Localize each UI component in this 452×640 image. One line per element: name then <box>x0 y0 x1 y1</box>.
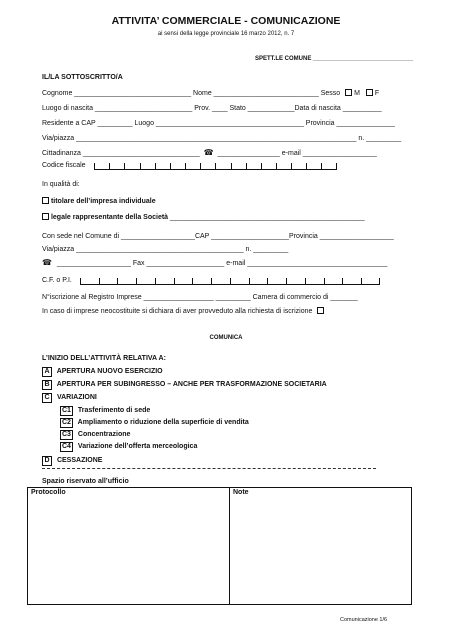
sex-m-checkbox[interactable] <box>345 89 352 96</box>
option-c4-label: Variazione dell’offerta merceologica <box>77 443 198 450</box>
notes-label: Note <box>233 489 249 496</box>
seat-row[interactable]: Con sede nel Comune di ___________________CAP ____________________Provincia ___________________ <box>42 233 394 240</box>
option-c1-code[interactable]: C1 <box>62 407 71 414</box>
option-c4[interactable] <box>60 442 197 452</box>
street-row[interactable]: Via/piazza ________________________________________________________________________ n. _________ <box>42 135 402 142</box>
option-c3-label: Concentrazione <box>77 431 131 438</box>
name-row-text: Cognome ______________________________ Nome ___________________________ Sesso <box>42 90 341 97</box>
option-b-label: APERTURA PER SUBINGRESSO – ANCHE PER TRASFORMAZIONE SOCIETARIA <box>56 381 327 388</box>
option-c3-code[interactable]: C3 <box>62 431 71 438</box>
vat-label: C.F. o P.I. <box>42 277 72 284</box>
residence-row[interactable]: Residente a CAP _________ Luogo ______________________________________ Provincia _______________ <box>42 120 395 127</box>
phone-icon: ☎ <box>42 258 52 267</box>
new-company-row[interactable] <box>42 307 324 316</box>
individual-checkbox[interactable] <box>42 197 49 204</box>
company-phone-row[interactable] <box>42 258 387 268</box>
option-c2-label: Ampliamento o riduzione della superficie di vendita <box>77 419 249 426</box>
sex-f-label: F <box>374 90 380 97</box>
phone-email-text: ________________ e-mail ___________________ <box>217 150 377 157</box>
individual-label: titolare dell’impresa individuale <box>50 198 156 205</box>
notes-cell <box>230 488 412 605</box>
registry-row[interactable]: N°iscrizione al Registro Imprese __________________ _________ Camera di commercio di _______ <box>42 294 358 301</box>
phone-icon: ☎ <box>203 148 214 157</box>
citizenship-text: Cittadinanza ______________________________ <box>42 150 200 157</box>
option-c2-code[interactable]: C2 <box>62 419 71 426</box>
company-phone-text: ___________________ Fax ____________________ e-mail ____________________________________ <box>56 260 388 267</box>
communication-heading: COMUNICA <box>209 335 243 341</box>
company-street-row[interactable]: Via/piazza ___________________________________________ n. _________ <box>42 246 289 253</box>
contact-row[interactable] <box>42 148 377 158</box>
new-company-checkbox[interactable] <box>317 307 324 314</box>
fiscal-code-row[interactable] <box>42 160 337 170</box>
vat-row[interactable] <box>42 275 380 285</box>
fiscal-code-label: Codice fiscale <box>42 162 86 169</box>
option-c-label: VARIAZIONI <box>56 394 97 401</box>
option-c2[interactable] <box>60 418 249 428</box>
capacity-label: In qualità di: <box>42 181 80 188</box>
protocol-cell <box>28 488 230 605</box>
recipient-line[interactable]: SPETT.LE COMUNE ______________________________ <box>255 56 414 62</box>
communication-intro: L’INIZIO DELL’ATTIVITÀ RELATIVA A: <box>42 355 166 362</box>
option-b-code[interactable]: B <box>42 380 52 390</box>
option-d-code[interactable]: D <box>42 456 52 466</box>
option-a-label: APERTURA NUOVO ESERCIZIO <box>56 368 163 375</box>
vat-boxes[interactable] <box>80 275 380 285</box>
option-d[interactable] <box>42 456 102 466</box>
section-divider <box>42 468 376 469</box>
option-c4-code[interactable]: C4 <box>62 443 71 450</box>
new-company-text: In caso di imprese neocostituite si dichiara di aver provveduto alla richiesta di iscrizione <box>42 308 313 315</box>
document-title: ATTIVITA’ COMMERCIALE - COMUNICAZIONE <box>111 15 341 27</box>
legal-line: __________________________________________________ <box>170 214 365 221</box>
birth-row[interactable]: Luogo di nascita _________________________ Prov. ____ Stato ____________Data di nascita __________ <box>42 105 382 112</box>
option-b[interactable] <box>42 380 327 390</box>
legal-checkbox[interactable] <box>42 213 49 220</box>
office-heading: Spazio riservato all’ufficio <box>42 478 129 485</box>
option-c1-label: Trasferimento di sede <box>77 407 151 414</box>
document-subtitle: ai sensi della legge provinciale 16 marzo 2012, n. 7 <box>157 31 295 37</box>
option-d-label: CESSAZIONE <box>56 457 103 464</box>
option-c-code[interactable]: C <box>42 393 52 403</box>
sex-m-label: M <box>354 90 360 97</box>
name-row[interactable] <box>42 89 379 98</box>
protocol-label: Protocollo <box>31 489 66 496</box>
fiscal-code-boxes[interactable] <box>94 160 337 170</box>
option-a[interactable] <box>42 367 163 377</box>
option-c1[interactable] <box>60 406 150 416</box>
office-table <box>27 487 412 605</box>
legal-label: legale rappresentante della Società <box>50 214 169 221</box>
option-a-code[interactable]: A <box>42 367 52 377</box>
option-individual[interactable] <box>42 197 156 206</box>
option-legal[interactable] <box>42 213 365 222</box>
option-c[interactable] <box>42 393 97 403</box>
option-c3[interactable] <box>60 430 130 440</box>
applicant-heading: IL/LA SOTTOSCRITTO/A <box>42 74 123 81</box>
page-number: Comunicazione 1/6 <box>340 617 388 623</box>
sex-f-checkbox[interactable] <box>366 89 373 96</box>
